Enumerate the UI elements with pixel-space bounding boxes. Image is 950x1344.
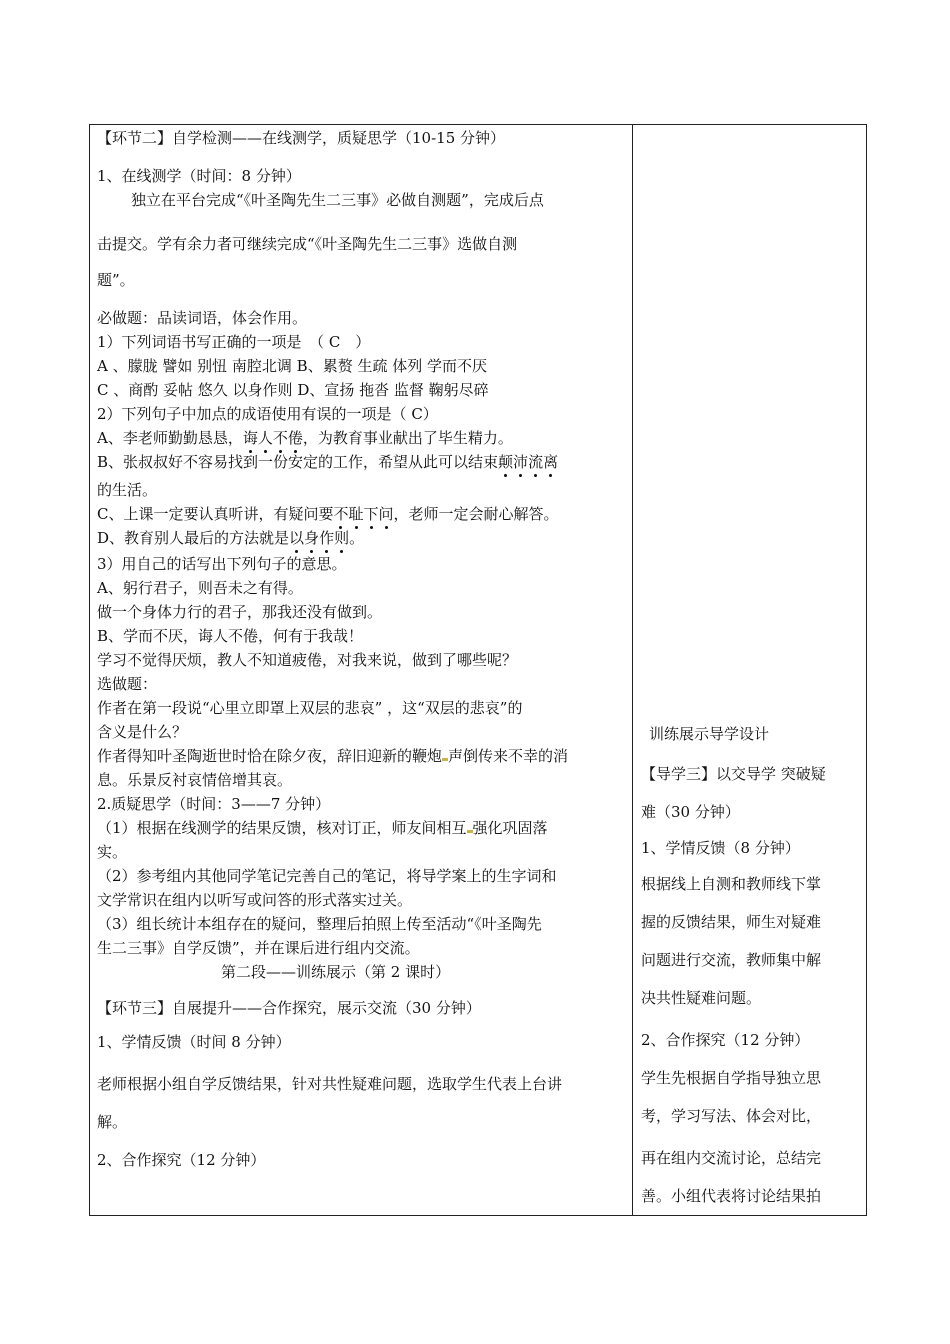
subsection-heading: 1、在线测学（时间：8 分钟） (97, 167, 301, 185)
guide-line: 决共性疑难问题。 (641, 989, 762, 1007)
option-line (97, 428, 513, 448)
option-line: B、学而不厌，诲人不倦，何有于我哉！ (97, 627, 364, 645)
paragraph-text: （1）根据在线测学的结果反馈，核对订正，师友间相互 (97, 819, 467, 837)
paragraph-line: 文学常识在组内以听写或问答的形式落实过关。 (97, 891, 413, 909)
dotted-char: 不 (333, 505, 349, 523)
answer-text: 作者得知叶圣陶逝世时恰在除夕夜，辞旧迎新的鞭炮 (97, 747, 443, 765)
guide-line: 根据线上自测和教师线下掌 (641, 875, 822, 893)
paragraph-line (97, 818, 548, 838)
dotted-char: 身 (304, 529, 320, 547)
question-heading: 选做题： (97, 675, 158, 693)
guide-heading: 【导学三】以交导学 突破疑 (641, 765, 826, 783)
question-line: 3）用自己的话写出下列句子的意思。 (97, 555, 347, 573)
guide-line: 善。小组代表将讨论结果拍 (641, 1187, 822, 1205)
subsection-heading: 2、合作探究（12 分钟） (97, 1151, 266, 1169)
dotted-char: 不 (272, 429, 288, 447)
option-line: A、躬行君子，则吾未之有得。 (97, 579, 303, 597)
guide-line: 再在组内交流讨论，总结完 (641, 1149, 822, 1167)
dotted-char: 问 (378, 505, 394, 523)
dotted-idiom (498, 453, 558, 471)
option-line (97, 452, 558, 472)
dotted-char: 倦 (287, 429, 303, 447)
dotted-char: 作 (319, 529, 335, 547)
guide-line: 学生先根据自学指导独立思 (641, 1069, 822, 1087)
section-heading: 【环节三】自展提升——合作探究，展示交流（30 分钟） (97, 999, 481, 1017)
paragraph-line: （2）参考组内其他同学笔记完善自己的笔记，将导学案上的生字词和 (97, 867, 557, 885)
dotted-char: 下 (363, 505, 379, 523)
guide-line: 握的反馈结果，师生对疑难 (641, 913, 822, 931)
paragraph-line: 独立在平台完成“《叶圣陶先生二三事》必做自测题”，完成后点 (131, 191, 544, 209)
option-line (97, 528, 364, 548)
option-text: A、李老师勤勤恳恳， (97, 429, 243, 447)
dotted-char: 以 (289, 529, 305, 547)
dotted-char: 流 (528, 453, 544, 471)
subsection-heading: 2.质疑思学（时间：3——7 分钟） (97, 795, 331, 813)
guide-step: 1、学情反馈（8 分钟） (641, 839, 800, 857)
question-heading: 必做题：品读词语，体会作用。 (97, 309, 308, 327)
dotted-idiom (243, 429, 303, 447)
guide-line: 问题进行交流，教师集中解 (641, 951, 822, 969)
dotted-char: 耻 (348, 505, 364, 523)
column-title: 训练展示导学设计 (649, 725, 770, 743)
dotted-idiom (289, 529, 349, 547)
dotted-char: 颠 (498, 453, 514, 471)
question-line: 1）下列词语书写正确的一项是 （ C ） (97, 333, 371, 351)
option-text: D、教育别人最后的方法就是 (97, 529, 290, 547)
dotted-char: 则 (334, 529, 350, 547)
answer-line: 学习不觉得厌烦，教人不知道疲倦，对我来说，做到了哪些呢？ (97, 651, 518, 669)
answer-line: 息。乐景反衬哀情倍增其哀。 (97, 771, 293, 789)
question-line: 2）下列句子中加点的成语使用有误的一项是（ C） (97, 405, 438, 423)
dotted-char: 诲 (242, 429, 258, 447)
paragraph-line: 题”。 (97, 271, 135, 289)
dotted-idiom (333, 505, 393, 523)
option-line: A 、朦胧 譬如 别忸 南腔北调 B、累赘 生疏 体列 学而不厌 (97, 357, 488, 375)
dotted-char: 沛 (513, 453, 529, 471)
answer-line: 做一个身体力行的君子，那我还没有做到。 (97, 603, 383, 621)
option-text: ，为教育事业献出了毕生精力。 (302, 429, 513, 447)
option-line: 的生活。 (97, 481, 158, 499)
paragraph-line: 实。 (97, 843, 128, 861)
subsection-heading: 1、学情反馈（时间 8 分钟） (97, 1033, 291, 1051)
option-line (97, 504, 559, 524)
paragraph-line: 生二三事》自学反馈”，并在课后进行组内交流。 (97, 939, 420, 957)
section-heading: 【环节二】自学检测——在线测学，质疑思学（10-15 分钟） (97, 129, 506, 147)
option-text: ，老师一定会耐心解答。 (393, 505, 559, 523)
paragraph-text: 强化巩固落 (472, 819, 548, 837)
paragraph-line: 击提交。学有余力者可继续完成“《叶圣陶先生二三事》选做自测 (97, 235, 518, 253)
lesson-plan-table (89, 124, 867, 1216)
answer-text: 声倒传来不幸的消 (448, 747, 569, 765)
option-text: 。 (349, 529, 365, 547)
guide-line: 考，学习写法、体会对比， (641, 1107, 822, 1125)
dotted-char: 离 (543, 453, 559, 471)
paragraph-line: 解。 (97, 1113, 128, 1131)
option-line: C 、商酌 妥帖 悠久 以身作则 D、宣扬 拖沓 监督 鞠躬尽碎 (97, 381, 489, 399)
option-text: B、张叔叔好不容易找到一份安定的工作，希望从此可以结束 (97, 453, 499, 471)
guide-heading: 难（30 分钟） (641, 803, 740, 821)
option-text: C、上课一定要认真听讲，有疑问要 (97, 505, 334, 523)
dotted-char: 人 (257, 429, 273, 447)
question-line: 含义是什么？ (97, 723, 188, 741)
column-divider (632, 124, 633, 1216)
answer-line (97, 746, 568, 766)
paragraph-line: （3）组长统计本组存在的疑问，整理后拍照上传至活动“《叶圣陶先 (97, 915, 542, 933)
paragraph-line: 老师根据小组自学反馈结果，针对共性疑难问题，选取学生代表上台讲 (97, 1075, 563, 1093)
question-line: 作者在第一段说“心里立即罩上双层的悲哀” ，这“双层的悲哀”的 (97, 699, 523, 717)
guide-step: 2、合作探究（12 分钟） (641, 1031, 810, 1049)
stage-heading: 第二段——训练展示（第 2 课时） (221, 963, 451, 981)
